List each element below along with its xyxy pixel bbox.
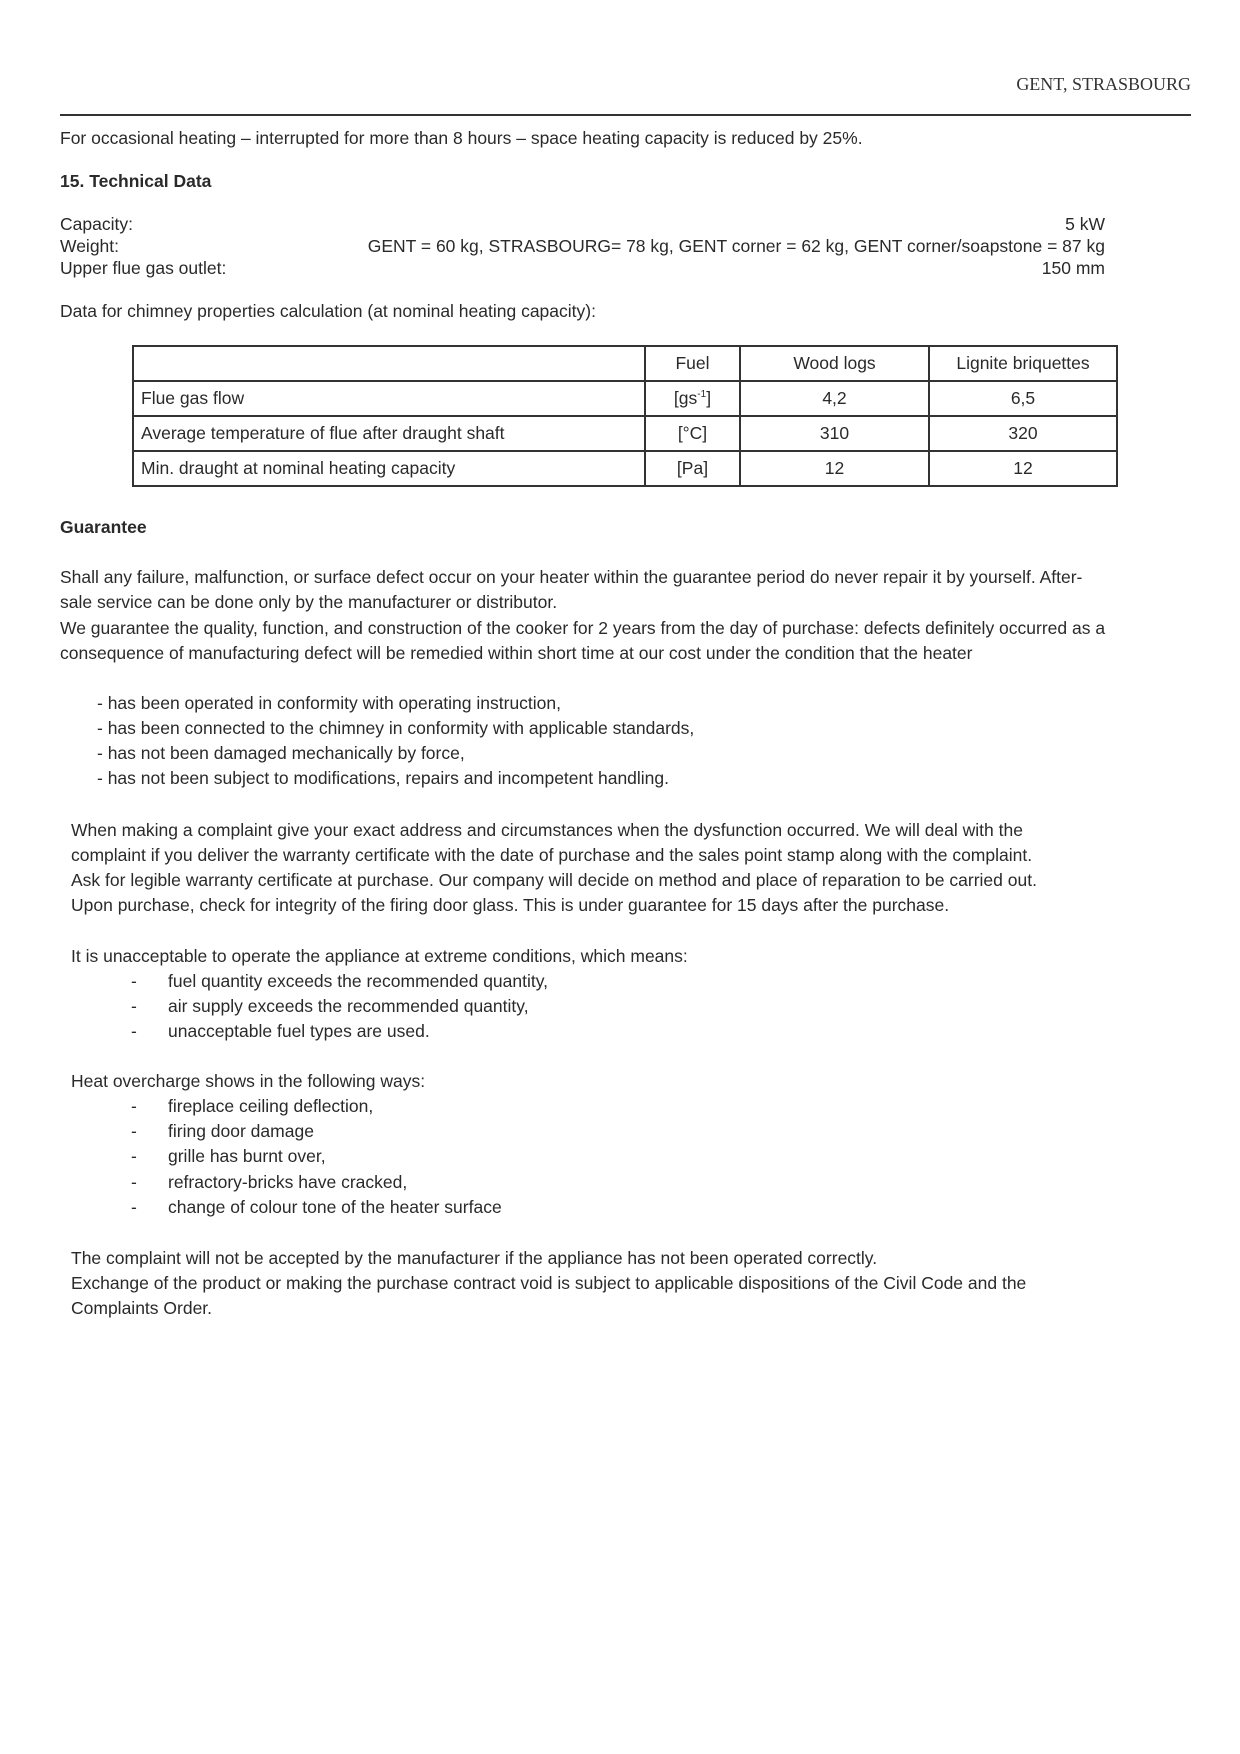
spec-value: GENT = 60 kg, STRASBOURG= 78 kg, GENT corner = 62 kg, GENT corner/soapstone = 87 kg — [367, 236, 1105, 256]
table-header-row — [133, 346, 1117, 381]
overcharge-item: change of colour tone of the heater surface — [168, 1197, 502, 1217]
dash: - — [131, 1197, 137, 1217]
spec-value: 150 mm — [1041, 258, 1105, 278]
spec-label: Capacity: — [60, 214, 133, 234]
row-wood: 12 — [740, 451, 929, 486]
row-lignite: 320 — [929, 416, 1117, 451]
overcharge-title: Heat overcharge shows in the following ways: — [71, 1071, 426, 1091]
row-unit: [°C] — [645, 416, 740, 451]
dash: - — [131, 1172, 137, 1192]
unit-text: [gs — [673, 388, 698, 408]
overcharge-item: grille has burnt over, — [168, 1146, 326, 1166]
page-header-title: GENT, STRASBOURG — [1016, 74, 1191, 94]
row-name: Average temperature of flue after draught shaft — [133, 416, 645, 451]
guarantee-para-line: Shall any failure, malfunction, or surface defect occur on your heater within the guarantee period do never repair it by yourself. After- — [60, 567, 1083, 587]
row-name: Min. draught at nominal heating capacity — [133, 451, 645, 486]
header-rule — [60, 114, 1191, 116]
dash: - — [131, 996, 137, 1016]
complaint-line: Upon purchase, check for integrity of the firing door glass. This is under guarantee for 15 days after the purchase. — [71, 895, 950, 915]
extreme-title: It is unacceptable to operate the appliance at extreme conditions, which means: — [71, 946, 688, 966]
dash: - — [131, 1121, 137, 1141]
extreme-item: fuel quantity exceeds the recommended quantity, — [168, 971, 549, 991]
unit-sup: -1 — [697, 389, 707, 401]
complaint-line: complaint if you deliver the warranty certificate with the date of purchase and the sales point stamp along with the complaint. — [71, 845, 1033, 865]
row-wood: 4,2 — [740, 381, 929, 416]
guarantee-para-line: sale service can be done only by the manufacturer or distributor. — [60, 592, 558, 612]
table-row — [133, 416, 1117, 451]
condition-item: - has not been subject to modifications, repairs and incompetent handling. — [97, 768, 670, 788]
chimney-intro: Data for chimney properties calculation (at nominal heating capacity): — [60, 301, 596, 321]
extreme-item: unacceptable fuel types are used. — [168, 1021, 430, 1041]
row-name: Flue gas flow — [133, 381, 645, 416]
complaint-line: Ask for legible warranty certificate at purchase. Our company will decide on method and place of reparation to be carried out. — [71, 870, 1037, 890]
section-title: 15. Technical Data — [60, 171, 212, 191]
dash: - — [131, 1146, 137, 1166]
spec-label: Upper flue gas outlet: — [60, 258, 227, 278]
row-unit: [Pa] — [645, 451, 740, 486]
dash: - — [131, 1096, 137, 1116]
overcharge-item: fireplace ceiling deflection, — [168, 1096, 374, 1116]
condition-item: - has not been damaged mechanically by force, — [97, 743, 465, 763]
overcharge-item: refractory-bricks have cracked, — [168, 1172, 408, 1192]
dash: - — [131, 1021, 137, 1041]
guarantee-para-line: consequence of manufacturing defect will be remedied within short time at our cost under the condition that the heater — [60, 643, 973, 663]
table-header — [133, 346, 645, 381]
condition-item: - has been connected to the chimney in conformity with applicable standards, — [97, 718, 695, 738]
guarantee-para-line: We guarantee the quality, function, and construction of the cooker for 2 years from the day of purchase: defects definitely occurred as a — [60, 618, 1106, 638]
complaint-line: When making a complaint give your exact address and circumstances when the dysfunction occurred. We will deal with the — [71, 820, 1023, 840]
unit-end: ] — [706, 388, 712, 408]
intro-text: For occasional heating – interrupted for more than 8 hours – space heating capacity is reduced by 25%. — [60, 128, 863, 148]
spec-label: Weight: — [60, 236, 120, 256]
row-unit — [645, 381, 740, 416]
table-header: Fuel — [645, 346, 740, 381]
table-header: Wood logs — [740, 346, 929, 381]
table-row — [133, 451, 1117, 486]
closing-line: Exchange of the product or making the purchase contract void is subject to applicable dispositions of the Civil Code and the — [71, 1273, 1027, 1293]
extreme-item: air supply exceeds the recommended quantity, — [168, 996, 529, 1016]
closing-line: The complaint will not be accepted by the manufacturer if the appliance has not been operated correctly. — [71, 1248, 878, 1268]
chimney-data-table — [132, 345, 1118, 487]
row-lignite: 6,5 — [929, 381, 1117, 416]
table-row — [133, 381, 1117, 416]
spec-value: 5 kW — [1065, 214, 1105, 234]
condition-item: - has been operated in conformity with operating instruction, — [97, 693, 562, 713]
guarantee-title: Guarantee — [60, 517, 147, 537]
row-wood: 310 — [740, 416, 929, 451]
overcharge-item: firing door damage — [168, 1121, 314, 1141]
closing-line: Complaints Order. — [71, 1298, 213, 1318]
table-header: Lignite briquettes — [929, 346, 1117, 381]
dash: - — [131, 971, 137, 991]
row-lignite: 12 — [929, 451, 1117, 486]
